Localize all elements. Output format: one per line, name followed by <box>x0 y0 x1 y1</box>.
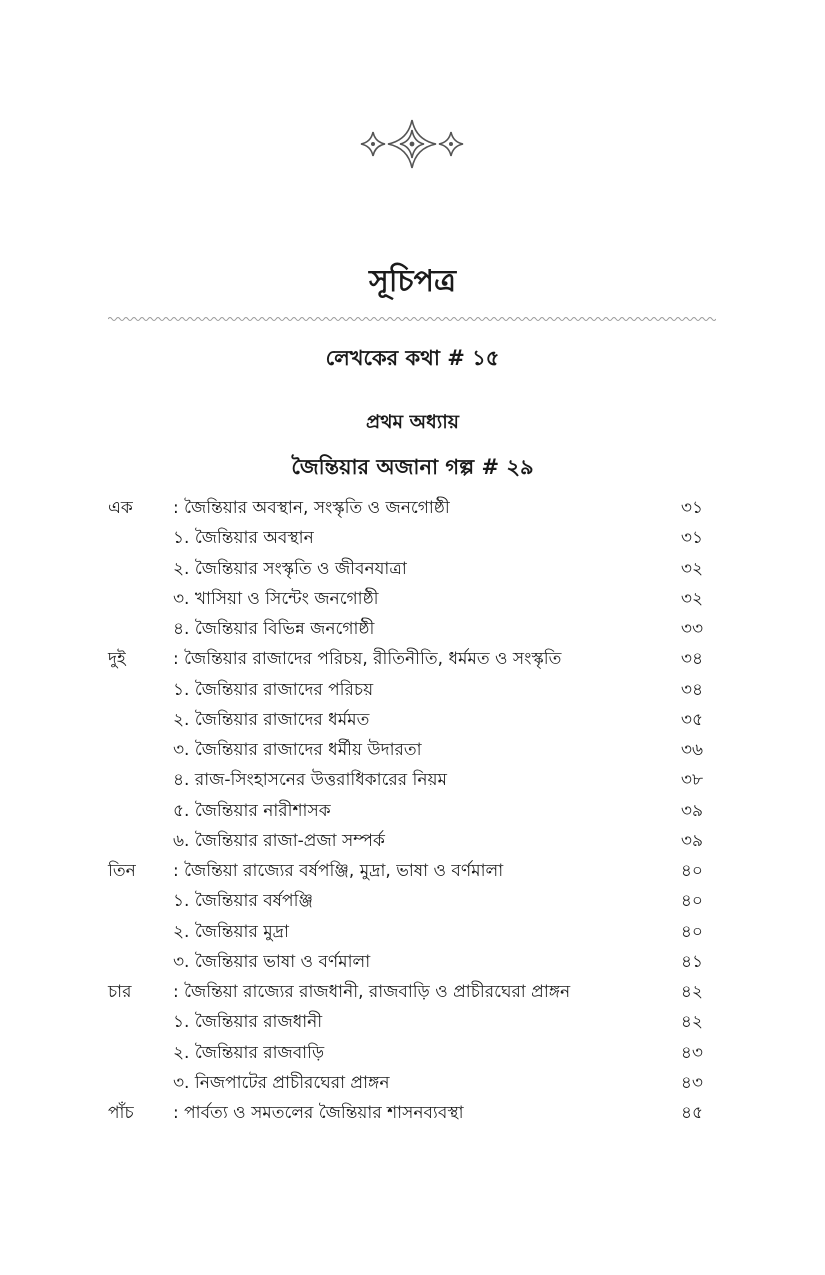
toc-row[interactable] <box>0 1007 825 1037</box>
toc-row[interactable] <box>0 735 825 765</box>
toc-row[interactable] <box>0 1038 825 1068</box>
toc-entry-text: ২. জৈন্তিয়ার সংস্কৃতি ও জীবনযাত্রা <box>173 558 407 579</box>
toc-row[interactable] <box>0 614 825 644</box>
toc-page-number: ৩২ <box>680 588 703 609</box>
toc-chapter-number: তিন <box>108 861 136 881</box>
wavy-divider <box>108 314 716 324</box>
toc-entry-text: ৪. রাজ-সিংহাসনের উত্তরাধিকারের নিয়ম <box>173 770 447 791</box>
toc-page-number: ৩৩ <box>680 619 703 639</box>
toc-row[interactable] <box>0 493 825 523</box>
toc-entry-text: ১. জৈন্তিয়ার বর্ষপঞ্জি <box>173 891 313 912</box>
toc-row[interactable] <box>0 523 825 553</box>
toc-page-number: ৩৪ <box>680 679 703 700</box>
toc-entry-text: : জৈন্তিয়ার রাজাদের পরিচয়, রীতিনীতি, ধর্মমত ও সংস্কৃতি <box>173 649 562 670</box>
toc-page-number: ৪৩ <box>680 1072 703 1093</box>
toc-page-number: ৪৩ <box>680 1042 703 1063</box>
toc-page-number: ৩১ <box>680 498 703 518</box>
page-title: সূচিপত্র <box>369 264 456 299</box>
toc-page-number: ৩৫ <box>680 709 703 730</box>
toc-row[interactable] <box>0 584 825 614</box>
toc-page-number: ৪৫ <box>680 1103 703 1123</box>
toc-entry-text: ৪. জৈন্তিয়ার বিভিন্ন জনগোষ্ঠী <box>173 619 375 639</box>
toc-row[interactable] <box>0 856 825 886</box>
toc-row[interactable] <box>0 917 825 947</box>
toc-entry-text: ১. জৈন্তিয়ার অবস্থান <box>173 528 314 549</box>
toc-entry-text: ২. জৈন্তিয়ার রাজবাড়ি <box>173 1042 325 1063</box>
toc-page-number: ৪০ <box>680 861 703 881</box>
toc-entry-text: ১. জৈন্তিয়ার রাজধানী <box>173 1012 323 1033</box>
toc-row[interactable] <box>0 796 825 826</box>
toc-row[interactable] <box>0 554 825 584</box>
toc-row[interactable] <box>0 644 825 674</box>
toc-page-number: ৩৬ <box>680 740 703 760</box>
toc-entry-text: ৬. জৈন্তিয়ার রাজা-প্রজা সম্পর্ক <box>173 830 385 851</box>
toc-page-number: ৪২ <box>680 1012 703 1033</box>
toc-entry-text: : জৈন্তিয়ার অবস্থান, সংস্কৃতি ও জনগোষ্ঠী <box>173 498 450 518</box>
chapter-title[interactable]: জৈন্তিয়ার অজানা গল্প # ২৯ <box>291 455 534 479</box>
toc-row[interactable] <box>0 977 825 1007</box>
toc-row[interactable] <box>0 826 825 856</box>
toc-page-number: ৩২ <box>680 558 703 579</box>
toc-page-number: ৩৮ <box>680 770 703 791</box>
toc-page-number: ৪০ <box>680 891 703 912</box>
toc-row[interactable] <box>0 705 825 735</box>
toc-page-number: ৪১ <box>680 951 703 972</box>
toc-row[interactable] <box>0 765 825 795</box>
toc-entry-text: : জৈন্তিয়া রাজ্যের রাজধানী, রাজবাড়ি ও প্রাচীরঘেরা প্রাঙ্গন <box>173 982 571 1002</box>
toc-entry-text: ২. জৈন্তিয়ার মুদ্রা <box>173 921 289 942</box>
toc-entry-text: ৫. জৈন্তিয়ার নারীশাসক <box>173 800 331 821</box>
toc-page-number: ৪২ <box>680 982 703 1002</box>
toc-row[interactable] <box>0 947 825 977</box>
toc-chapter-number: এক <box>108 498 133 518</box>
toc-entry-text: : পার্বত্য ও সমতলের জৈন্তিয়ার শাসনব্যবস্থা <box>173 1103 464 1123</box>
toc-chapter-number: পাঁচ <box>108 1103 134 1123</box>
toc-entry-text: : জৈন্তিয়া রাজ্যের বর্ষপঞ্জি, মুদ্রা, ভাষা ও বর্ণমালা <box>173 861 504 881</box>
toc-page-number: ৪০ <box>680 921 703 942</box>
toc-row[interactable] <box>0 675 825 705</box>
author-note-entry[interactable]: লেখকের কথা # ১৫ <box>325 346 500 370</box>
toc-entry-text: ৩. জৈন্তিয়ার রাজাদের ধর্মীয় উদারতা <box>173 740 422 760</box>
toc-row[interactable] <box>0 886 825 916</box>
toc-entry-text: ২. জৈন্তিয়ার রাজাদের ধর্মমত <box>173 709 370 730</box>
toc-entry-text: ৩. জৈন্তিয়ার ভাষা ও বর্ণমালা <box>173 951 371 972</box>
toc-entry-text: ৩. নিজপাটের প্রাচীরঘেরা প্রাঙ্গন <box>173 1072 390 1093</box>
toc-chapter-number: চার <box>108 982 132 1002</box>
toc-page-number: ৩৪ <box>680 649 703 670</box>
diamond-star-ornament-icon <box>0 118 825 170</box>
toc-row[interactable] <box>0 1068 825 1098</box>
chapter-label: প্রথম অধ্যায় <box>366 411 459 433</box>
toc-entry-text: ১. জৈন্তিয়ার রাজাদের পরিচয় <box>173 679 374 700</box>
toc-page-number: ৩৯ <box>680 800 703 821</box>
toc-row[interactable] <box>0 1098 825 1128</box>
toc-chapter-number: দুই <box>108 649 126 670</box>
toc-page-number: ৩৯ <box>680 830 703 851</box>
toc-entry-text: ৩. খাসিয়া ও সিন্টেং জনগোষ্ঠী <box>173 588 379 609</box>
toc-page-number: ৩১ <box>680 528 703 549</box>
table-of-contents <box>0 493 825 1128</box>
